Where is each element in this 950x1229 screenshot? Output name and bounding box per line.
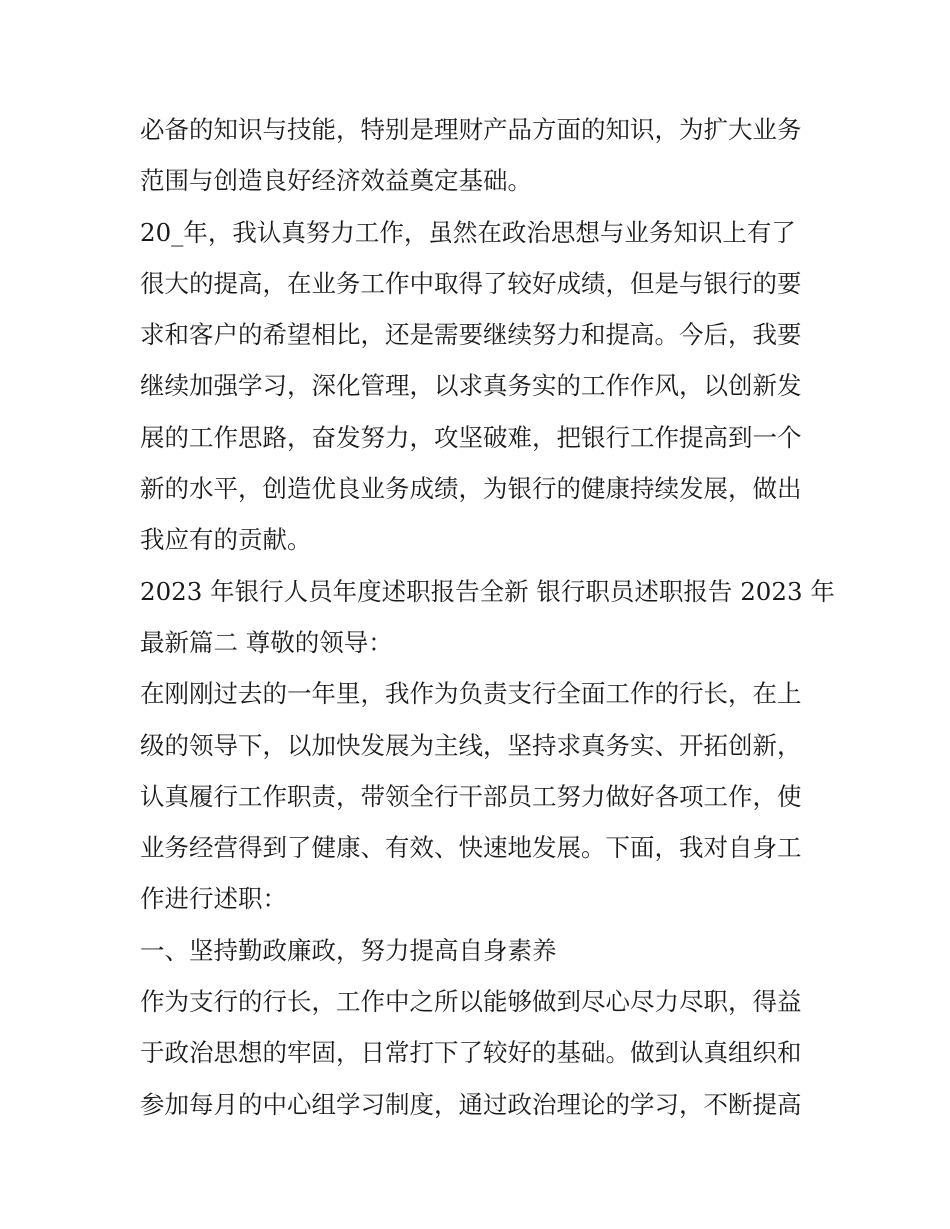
text-line: 作为支行的行长，工作中之所以能够做到尽心尽力尽职，得益 (140, 987, 802, 1017)
text-line: 很大的提高，在业务工作中取得了较好成绩，但是与银行的要 (140, 268, 802, 298)
text-line: 展的工作思路，奋发努力，攻坚破难，把银行工作提高到一个 (140, 422, 802, 452)
text-line: 作进行述职： (140, 884, 287, 914)
text-line: 于政治思想的牢固，日常打下了较好的基础。做到认真组织和 (140, 1038, 802, 1068)
text-line: 认真履行工作职责，带领全行干部员工努力做好各项工作，使 (140, 781, 802, 811)
text-line: 求和客户的希望相比，还是需要继续努力和提高。今后，我要 (140, 320, 802, 350)
text-line: 业务经营得到了健康、有效、快速地发展。下面，我对自身工 (140, 833, 802, 863)
text-line: 我应有的贡献。 (140, 525, 312, 555)
text-line: 继续加强学习，深化管理，以求真务实的工作作风，以创新发 (140, 371, 802, 401)
text-line: 20_年，我认真努力工作，虽然在政治思想与业务知识上有了 (140, 217, 796, 247)
text-line: 级的领导下，以加快发展为主线，坚持求真务实、开拓创新， (140, 730, 802, 760)
text-line: 在刚刚过去的一年里，我作为负责支行全面工作的行长，在上 (140, 679, 802, 709)
text-line: 新的水平，创造优良业务成绩，为银行的健康持续发展，做出 (140, 474, 802, 504)
text-line: 参加每月的中心组学习制度，通过政治理论的学习，不断提高 (140, 1089, 802, 1119)
section-title-line: 最新篇二 尊敬的领导： (140, 627, 393, 657)
heading-line: 一、坚持勤政廉政，努力提高自身素养 (140, 935, 557, 965)
text-line: 必备的知识与技能，特别是理财产品方面的知识，为扩大业务 (140, 115, 802, 144)
section-title-line: 2023 年银行人员年度述职报告全新 银行职员述职报告 2023 年 (140, 576, 835, 606)
document-body (140, 104, 835, 1130)
text-line: 范围与创造良好经济效益奠定基础。 (140, 166, 532, 196)
